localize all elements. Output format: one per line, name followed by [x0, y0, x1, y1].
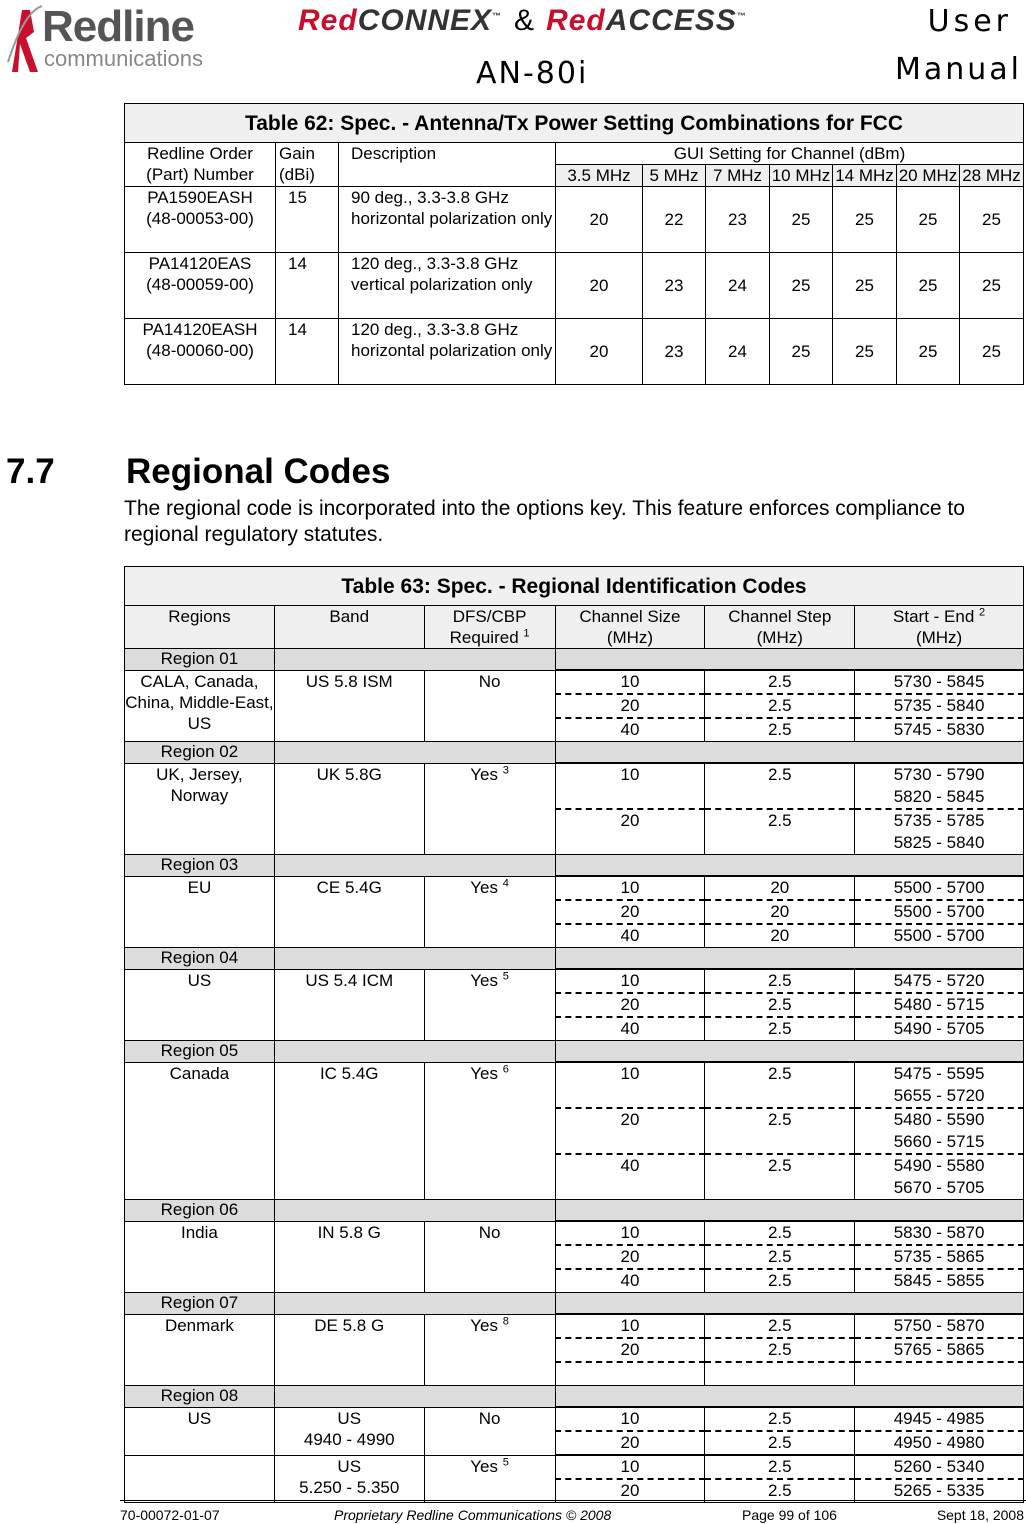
freq-range-cell [855, 876, 1024, 900]
freq-range: 5500 - 5700 [893, 926, 985, 945]
channel-size-cell [555, 1362, 705, 1386]
freq-range-cell [855, 1269, 1024, 1293]
channel-size-cell: 40 [555, 924, 705, 948]
channel-size-cell: 10 [555, 876, 705, 900]
dfs-value: Yes [470, 1315, 499, 1335]
freq-range-cell [855, 809, 1024, 855]
band-cell [274, 876, 424, 948]
region-label-spacer [555, 1386, 1023, 1408]
manual-title-line2: Manual [894, 52, 1022, 87]
page-number: Page 99 of 106 [742, 1507, 837, 1523]
part-number-cell [125, 187, 276, 253]
power-value-cell: 25 [833, 253, 897, 319]
channel-size-cell: 20 [555, 1431, 705, 1455]
power-value-cell: 25 [770, 319, 833, 385]
channel-step-cell [705, 1362, 855, 1386]
freq-range: 5670 - 5705 [893, 1178, 985, 1197]
channel-step-cell: 2.5 [705, 694, 855, 718]
band-cell [274, 1407, 424, 1455]
col-header-size: Channel Size (MHz) [555, 606, 705, 649]
power-value-cell: 25 [897, 319, 960, 385]
channel-step-cell: 2.5 [705, 1017, 855, 1041]
redline-logo [4, 2, 214, 78]
channel-size-cell: 10 [555, 1407, 705, 1431]
band-name: US [337, 1408, 362, 1428]
region-label-row [125, 649, 1024, 671]
freq-range-cell [855, 1479, 1024, 1503]
power-value-cell: 24 [706, 319, 770, 385]
region-label: Region 07 [125, 1293, 275, 1315]
freq-range: 5745 - 5830 [893, 720, 985, 739]
channel-step-cell: 2.5 [705, 1455, 855, 1479]
channel-step-cell: 20 [705, 924, 855, 948]
brand-redconnex: RedCONNEX™ [298, 4, 503, 37]
freq-range: 5490 - 5580 [893, 1156, 985, 1175]
channel-size-cell: 10 [555, 969, 705, 993]
freq-range: 5480 - 5590 [893, 1110, 985, 1129]
channel-size-cell: 40 [555, 1017, 705, 1041]
dfs-footnote: 8 [502, 1314, 509, 1327]
channel-size-cell: 10 [555, 1062, 705, 1108]
table-row [125, 1062, 1024, 1108]
power-value-cell: 23 [643, 253, 706, 319]
dfs-cell [424, 763, 555, 855]
doc-number: 70-00072-01-07 [120, 1507, 220, 1523]
table-row [125, 763, 1024, 809]
region-label-row [125, 1200, 1024, 1222]
region-label-row [125, 1293, 1024, 1315]
band-name: US 5.4 ICM [305, 970, 394, 990]
section-paragraph: The regional code is incorporated into the options key. This feature enforces compliance to regional regulatory statutes. [124, 497, 965, 546]
band-name: CE 5.4G [316, 877, 382, 897]
model-name: AN-80i [476, 56, 589, 91]
freq-range: 5500 - 5700 [893, 902, 985, 921]
freq-range-cell [855, 1108, 1024, 1154]
dfs-footnote: 5 [502, 1455, 509, 1468]
region-label-row [125, 948, 1024, 970]
power-value-cell: 20 [556, 319, 643, 385]
dfs-value: Yes [470, 764, 499, 784]
description-cell: 90 deg., 3.3-3.8 GHz horizontal polarization only [339, 187, 556, 253]
freq-range: 5500 - 5700 [893, 878, 985, 897]
region-label-spacer [555, 1200, 1023, 1222]
band-name: US 5.8 ISM [305, 671, 393, 691]
freq-range: 5475 - 5720 [893, 971, 985, 990]
region-label-spacer [274, 1386, 555, 1408]
region-label: Region 08 [125, 1386, 275, 1408]
part-number-cell [125, 253, 276, 319]
freq-range-cell [855, 900, 1024, 924]
table-row [125, 187, 1024, 253]
gain-cell: 14 [276, 319, 339, 385]
section-title: Regional Codes [126, 452, 391, 491]
dfs-value: No [478, 1408, 501, 1428]
channel-step-cell: 2.5 [705, 969, 855, 993]
dfs-cell [424, 876, 555, 948]
manual-title-line1: User [927, 4, 1012, 39]
page-header [0, 0, 1026, 96]
dfs-footnote: 5 [502, 969, 509, 982]
region-label: Region 02 [125, 742, 275, 764]
region-label-spacer [274, 1293, 555, 1315]
region-label-spacer [555, 742, 1023, 764]
channel-size-cell: 20 [555, 900, 705, 924]
region-label-spacer [274, 948, 555, 970]
dfs-cell [424, 1062, 555, 1200]
page-footer [120, 1500, 1026, 1523]
dfs-cell [424, 1455, 555, 1503]
freq-range: 4945 - 4985 [893, 1409, 985, 1428]
description-cell: 120 deg., 3.3-3.8 GHz vertical polarization only [339, 253, 556, 319]
channel-step-cell: 2.5 [705, 1062, 855, 1108]
channel-header: 3.5 MHz [556, 165, 643, 187]
channel-step-cell: 2.5 [705, 809, 855, 855]
channel-header: 14 MHz [833, 165, 897, 187]
region-cell: US [125, 969, 275, 1041]
section-number: 7.7 [6, 452, 55, 491]
dfs-value: No [478, 671, 501, 691]
col-header-band: Band [274, 606, 424, 649]
col-header-order: Redline Order (Part) Number [125, 143, 276, 187]
channel-size-cell: 10 [555, 1455, 705, 1479]
channel-step-cell: 2.5 [705, 763, 855, 809]
freq-range-cell [855, 1455, 1024, 1479]
table-row [125, 876, 1024, 900]
freq-range-cell [855, 1017, 1024, 1041]
band-cell [274, 670, 424, 742]
band-cell [274, 1455, 424, 1503]
freq-range: 5830 - 5870 [893, 1223, 985, 1242]
band-cell [274, 1221, 424, 1293]
channel-step-cell: 2.5 [705, 1407, 855, 1431]
channel-size-cell: 10 [555, 670, 705, 694]
freq-range: 5730 - 5845 [893, 672, 985, 691]
power-value-cell: 25 [960, 253, 1024, 319]
band-name: IN 5.8 G [317, 1222, 381, 1242]
band-cell [274, 1314, 424, 1386]
freq-range: 5820 - 5845 [893, 787, 985, 806]
power-value-cell: 25 [833, 187, 897, 253]
table63-title: Table 63: Spec. - Regional Identification Codes [125, 567, 1024, 606]
freq-range: 5660 - 5715 [893, 1132, 985, 1151]
channel-size-cell: 20 [555, 1479, 705, 1503]
copyright: Proprietary Redline Communications © 2008 [334, 1507, 612, 1523]
table-row [125, 319, 1024, 385]
freq-range-cell [855, 1062, 1024, 1108]
part-number: PA1590EASH [147, 188, 253, 207]
channel-size-cell: 40 [555, 1269, 705, 1293]
freq-range: 5490 - 5705 [893, 1019, 985, 1038]
band-name: DE 5.8 G [314, 1315, 385, 1335]
channel-size-cell: 40 [555, 718, 705, 742]
table-row [125, 253, 1024, 319]
region-cell: EU [125, 876, 275, 948]
dfs-value: No [478, 1222, 501, 1242]
dfs-cell [424, 1221, 555, 1293]
dfs-value: Yes [470, 1456, 499, 1476]
channel-size-cell: 20 [555, 1245, 705, 1269]
table-row [125, 670, 1024, 694]
gain-cell: 14 [276, 253, 339, 319]
channel-size-cell: 20 [555, 1108, 705, 1154]
dfs-footnote: 4 [502, 876, 509, 889]
power-value-cell: 25 [960, 187, 1024, 253]
freq-range: 5765 - 5865 [893, 1340, 985, 1359]
region-cell: CALA, Canada, China, Middle-East, US [125, 670, 275, 742]
region-label: Region 05 [125, 1041, 275, 1063]
dfs-cell [424, 670, 555, 742]
dfs-footnote: 3 [502, 763, 509, 776]
dfs-value: Yes [470, 970, 499, 990]
channel-step-cell: 2.5 [705, 1314, 855, 1338]
dfs-cell [424, 1407, 555, 1455]
channel-size-cell: 20 [555, 694, 705, 718]
part-number: PA14120EASH [142, 320, 258, 339]
power-value-cell: 23 [643, 319, 706, 385]
band-range: 5.250 - 5.350 [299, 1477, 400, 1497]
part-number: PA14120EAS [148, 254, 252, 273]
power-value-cell: 22 [643, 187, 706, 253]
col-header-step: Channel Step (MHz) [705, 606, 855, 649]
channel-step-cell: 2.5 [705, 718, 855, 742]
freq-range: 5260 - 5340 [893, 1457, 985, 1476]
part-order-number: (48-00059-00) [146, 275, 254, 294]
region-label-spacer [274, 1200, 555, 1222]
band-name: IC 5.4G [319, 1063, 379, 1083]
dfs-footnote: 6 [502, 1062, 509, 1075]
channel-step-cell: 20 [705, 876, 855, 900]
table-row [125, 1314, 1024, 1338]
channel-step-cell: 2.5 [705, 1154, 855, 1200]
table-row [125, 969, 1024, 993]
power-value-cell: 20 [556, 187, 643, 253]
region-cell [125, 1455, 275, 1503]
dfs-value: Yes [470, 1063, 499, 1083]
freq-range: 5825 - 5840 [893, 833, 985, 852]
channel-step-cell: 2.5 [705, 1221, 855, 1245]
region-label-spacer [555, 855, 1023, 877]
region-label-row [125, 742, 1024, 764]
region-label-spacer [555, 649, 1023, 671]
power-value-cell: 25 [897, 253, 960, 319]
channel-header: 10 MHz [770, 165, 833, 187]
col-header-range: Start - End $^2$ (MHz) [855, 606, 1024, 649]
region-cell: US [125, 1407, 275, 1455]
freq-range: 5845 - 5855 [893, 1271, 985, 1290]
freq-range-cell [855, 969, 1024, 993]
table-row [125, 1455, 1024, 1479]
part-order-number: (48-00053-00) [146, 209, 254, 228]
channel-size-cell: 20 [555, 809, 705, 855]
col-header-gain: Gain (dBi) [276, 143, 339, 187]
region-label-spacer [555, 1293, 1023, 1315]
freq-range-cell [855, 718, 1024, 742]
channel-step-cell: 20 [705, 900, 855, 924]
region-label-spacer [274, 649, 555, 671]
region-label: Region 01 [125, 649, 275, 671]
table62-title: Table 62: Spec. - Antenna/Tx Power Setting Combinations for FCC [125, 104, 1024, 143]
dfs-value: Yes [470, 877, 499, 897]
brand-ampersand: & [514, 4, 535, 37]
col-header-description: Description [339, 143, 556, 187]
freq-range-cell [855, 993, 1024, 1017]
freq-range: 5735 - 5865 [893, 1247, 985, 1266]
description-cell: 120 deg., 3.3-3.8 GHz horizontal polarization only [339, 319, 556, 385]
region-cell: Canada [125, 1062, 275, 1200]
power-value-cell: 25 [960, 319, 1024, 385]
freq-range-cell [855, 1245, 1024, 1269]
channel-size-cell: 10 [555, 1221, 705, 1245]
logo-swoosh-icon [4, 2, 44, 78]
freq-range: 5750 - 5870 [893, 1316, 985, 1335]
region-label: Region 03 [125, 855, 275, 877]
channel-size-cell: 10 [555, 1314, 705, 1338]
channel-header: 20 MHz [897, 165, 960, 187]
footer-date: Sept 18, 2008 [936, 1507, 1024, 1523]
table-row [125, 1407, 1024, 1431]
power-value-cell: 25 [770, 253, 833, 319]
region-label-row [125, 1386, 1024, 1408]
band-cell [274, 1062, 424, 1200]
region-cell: Denmark [125, 1314, 275, 1386]
freq-range-cell [855, 1314, 1024, 1338]
power-value-cell: 25 [833, 319, 897, 385]
freq-range-cell [855, 1154, 1024, 1200]
channel-size-cell: 20 [555, 993, 705, 1017]
channel-step-cell: 2.5 [705, 1269, 855, 1293]
channel-size-cell: 10 [555, 763, 705, 809]
freq-range-cell [855, 1338, 1024, 1362]
freq-range: 5655 - 5720 [893, 1086, 985, 1105]
freq-range: 5265 - 5335 [893, 1481, 985, 1500]
channel-step-cell: 2.5 [705, 1338, 855, 1362]
band-name: UK 5.8G [316, 764, 382, 784]
channel-step-cell: 2.5 [705, 1108, 855, 1154]
freq-range: 5480 - 5715 [893, 995, 985, 1014]
region-label: Region 06 [125, 1200, 275, 1222]
power-value-cell: 23 [706, 187, 770, 253]
power-value-cell: 20 [556, 253, 643, 319]
channel-step-cell: 2.5 [705, 1245, 855, 1269]
dfs-cell [424, 969, 555, 1041]
logo-wordmark: Redline [42, 2, 194, 51]
freq-range-cell [855, 1362, 1024, 1386]
gain-cell: 15 [276, 187, 339, 253]
channel-step-cell: 2.5 [705, 1479, 855, 1503]
freq-range-cell [855, 1431, 1024, 1455]
product-brands [298, 4, 747, 38]
part-order-number: (48-00060-00) [146, 341, 254, 360]
band-name: US [337, 1456, 362, 1476]
freq-range: 5730 - 5790 [893, 765, 985, 784]
freq-range-cell [855, 763, 1024, 809]
region-label-spacer [274, 1041, 555, 1063]
freq-range: 5475 - 5595 [893, 1064, 985, 1083]
freq-range-cell [855, 670, 1024, 694]
channel-size-cell: 40 [555, 1154, 705, 1200]
channel-step-cell: 2.5 [705, 670, 855, 694]
channel-header: 7 MHz [706, 165, 770, 187]
table-row [125, 1221, 1024, 1245]
freq-range-cell [855, 1221, 1024, 1245]
region-label-spacer [555, 1041, 1023, 1063]
channel-step-cell: 2.5 [705, 1431, 855, 1455]
power-value-cell: 24 [706, 253, 770, 319]
freq-range: 5735 - 5785 [893, 811, 985, 830]
region-label-row [125, 1041, 1024, 1063]
region-label-row [125, 855, 1024, 877]
channel-header: 28 MHz [960, 165, 1024, 187]
region-label-spacer [555, 948, 1023, 970]
regional-codes-table [124, 566, 1024, 1503]
col-header-regions: Regions [125, 606, 275, 649]
channel-size-cell: 20 [555, 1338, 705, 1362]
band-cell [274, 763, 424, 855]
region-cell: UK, Jersey, Norway [125, 763, 275, 855]
section-heading [6, 452, 390, 492]
freq-range-cell [855, 1407, 1024, 1431]
part-number-cell [125, 319, 276, 385]
channel-header: 5 MHz [643, 165, 706, 187]
freq-range-cell [855, 924, 1024, 948]
band-cell [274, 969, 424, 1041]
logo-subtitle: communications [44, 46, 203, 71]
region-label-spacer [274, 855, 555, 877]
antenna-power-table [124, 103, 1024, 385]
freq-range: 5735 - 5840 [893, 696, 985, 715]
power-value-cell: 25 [897, 187, 960, 253]
band-range: 4940 - 4990 [303, 1429, 395, 1449]
region-label-spacer [274, 742, 555, 764]
col-header-dfs: DFS/CBP Required $^1$ [424, 606, 555, 649]
col-header-gui: GUI Setting for Channel (dBm) [556, 143, 1024, 165]
brand-redaccess: RedACCESS™ [546, 4, 747, 37]
dfs-cell [424, 1314, 555, 1386]
freq-range: 4950 - 4980 [893, 1433, 985, 1452]
region-cell: India [125, 1221, 275, 1293]
power-value-cell: 25 [770, 187, 833, 253]
freq-range-cell [855, 694, 1024, 718]
channel-step-cell: 2.5 [705, 993, 855, 1017]
region-label: Region 04 [125, 948, 275, 970]
